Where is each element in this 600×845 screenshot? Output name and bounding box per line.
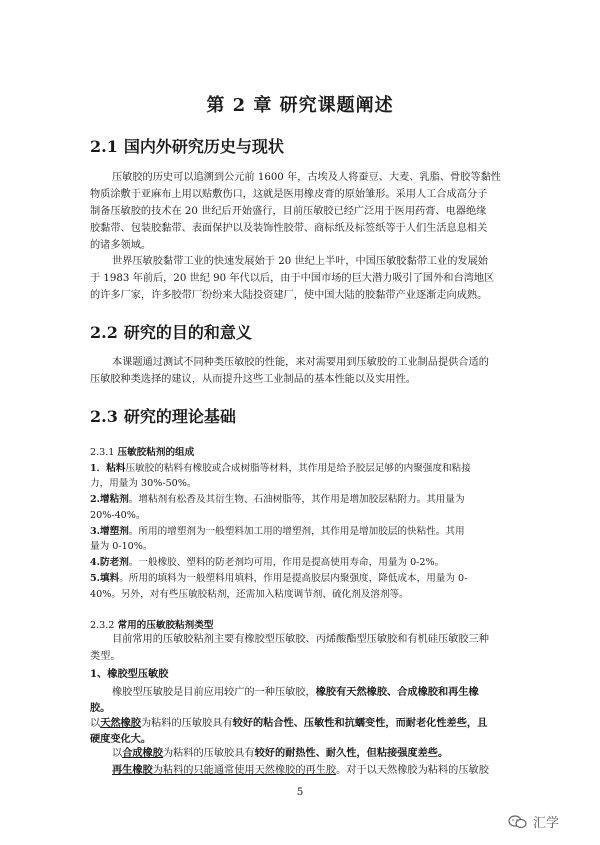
section-heading-2-3 — [90, 404, 236, 427]
list-item — [90, 572, 467, 585]
chapter-title: 第 2 章 研究课题阐述 — [206, 95, 394, 116]
list-item-continuation: 20%-40%。 — [90, 510, 146, 521]
item-label: 5.填料 — [90, 573, 120, 584]
section-heading-2-1 — [90, 134, 284, 157]
item-label: 3.增塑剂 — [90, 526, 129, 537]
text-run-underlined: 天然橡胶 — [100, 717, 141, 729]
paragraph-line — [112, 746, 448, 761]
text-run-bold: 较好的耐热性、耐久性，但粘接强度差些。 — [254, 747, 449, 759]
list-item — [90, 462, 471, 475]
paragraph-line: 胶。 — [90, 702, 111, 714]
paragraph-line — [112, 763, 489, 778]
section-number: 2.1 — [90, 137, 118, 156]
item-label: 4.防老剂 — [90, 557, 129, 568]
paragraph-line: 的诸多领域。 — [90, 240, 152, 251]
item-text: 压敏胶的粘料有橡胶或合成树脂等材料，其作用是给予胶层足够的内聚强度和粘接 — [125, 463, 471, 474]
page-number: 5 — [296, 787, 304, 798]
list-item-continuation: 力，用量为 30%-50%。 — [90, 478, 197, 489]
text-run: 以 — [112, 748, 123, 759]
paragraph-line: 胶黏带、包装胶黏带、表面保护以及装饰性胶带、商标纸及标签纸等于人们生活息息相关 — [90, 223, 488, 234]
subsection-title: 常用的压敏胶粘剂类型 — [117, 620, 214, 631]
list-item — [90, 493, 465, 506]
paragraph-line: 压敏胶种类选择的建议，从而提升这些工业制品的基本性能以及实用性。 — [90, 374, 416, 385]
text-run: 橡胶型压敏胶是目前应用较广的一种压敏胶， — [112, 687, 316, 698]
text-run-underlined: 再生橡胶 — [112, 764, 153, 776]
paragraph-line: 的许多厂家，许多胶带厂纷纷来大陆投资建厂，使中国大陆的胶黏带产业逐渐走向成熟。 — [90, 290, 488, 301]
text-run-bold: 较好的粘合性、压敏性和抗蠕变性，而耐老化性差些，且 — [232, 717, 488, 729]
paragraph-line: 制备压敏胶的技术在 20 世纪后开始盛行，目前压敏胶已经广泛用于医用药膏、电器绝缘 — [90, 206, 487, 217]
text-run: 。对于以天然橡胶为粘料的压敏胶 — [336, 765, 489, 776]
subsection-heading-2-3-1 — [90, 446, 194, 459]
section-title: 研究的理论基础 — [123, 407, 236, 426]
paragraph-line: 物质涂敷于亚麻布上用以贴敷伤口，这就是医用橡皮膏的原始雏形。采用人工合成高分子 — [90, 189, 488, 200]
section-number: 2.2 — [90, 323, 118, 342]
subsection-title: 压敏胶粘剂的组成 — [117, 447, 195, 458]
watermark — [508, 812, 559, 831]
subsection-heading-2-3-2 — [90, 619, 213, 632]
paragraph-line: 世界压敏胶黏带工业的快速发展始于 20 世纪上半叶，中国压敏胶黏带工业的发展始 — [112, 256, 488, 267]
item-text: 。一般橡胶、塑料的防老剂均可用，作用是提高使用寿命，用量为 0-2%。 — [128, 557, 445, 568]
subsection-number: 2.3.2 — [90, 620, 115, 631]
rubber-heading: 1、橡胶型压敏胶 — [90, 668, 169, 680]
item-label: 1．粘料 — [90, 463, 126, 474]
list-item — [90, 556, 444, 569]
paragraph-line: 压敏胶的历史可以追溯到公元前 1600 年，古埃及人将蚕豆、大麦、乳脂、骨胶等黏性 — [112, 172, 501, 183]
text-run: 为粘料的压敏胶具有 — [140, 718, 233, 729]
item-text: 。增粘剂有松香及其衍生物、石油树脂等，其作用是增加胶层粘附力。其用量为 — [128, 494, 465, 505]
watermark-text: 汇学 — [533, 816, 560, 831]
subsection-number: 2.3.1 — [90, 447, 115, 458]
text-run-bold: 橡胶有天然橡胶、合成橡胶和再生橡 — [315, 686, 479, 698]
section-title: 研究的目的和意义 — [123, 323, 252, 342]
text-run-underlined: 合成橡胶 — [122, 747, 163, 759]
list-item-continuation: 量为 0-10%。 — [90, 541, 153, 552]
text-run: 以 — [90, 718, 101, 729]
paragraph-line: 本课题通过测试不同种类压敏胶的性能，来对需要用到压敏胶的工业制品提供合适的 — [112, 357, 489, 368]
paragraph-line: 于 1983 年前后，20 世纪 90 年代以后，由于中国市场的巨大潜力吸引了国外和台湾地区 — [90, 273, 495, 284]
section-number: 2.3 — [90, 407, 118, 426]
list-item-continuation: 40%。另外，对有些压敏胶粘剂，还需加入粘度调节剂、硫化剂及溶剂等。 — [90, 589, 409, 600]
item-text: 。所用的填料为一般塑料用填料，作用是提高胶层内聚强度，降低成本，用量为 0- — [119, 573, 468, 584]
list-item — [90, 525, 465, 538]
text-run: 为粘料的压敏胶具有 — [162, 748, 255, 759]
section-title: 国内外研究历史与现状 — [123, 137, 284, 156]
item-text: 。所用的增塑剂为一般塑料加工用的增塑剂，其作用是增加胶层的快粘性。其用 — [128, 526, 465, 537]
paragraph-line: 类型。 — [90, 651, 121, 662]
paragraph-line: 硬度变化大。 — [90, 733, 152, 745]
paragraph-line — [112, 685, 479, 700]
section-heading-2-2 — [90, 320, 252, 343]
paragraph-line — [90, 716, 487, 731]
item-label: 2.增粘剂 — [90, 494, 129, 505]
wechat-icon — [508, 815, 528, 829]
text-run-underlined: 为粘料的只能通常使用天然橡胶的再生胶 — [152, 765, 337, 776]
paragraph-line: 目前常用的压敏胶粘剂主要有橡胶型压敏胶、丙烯酸酯型压敏胶和有机硅压敏胶三种 — [112, 634, 489, 645]
